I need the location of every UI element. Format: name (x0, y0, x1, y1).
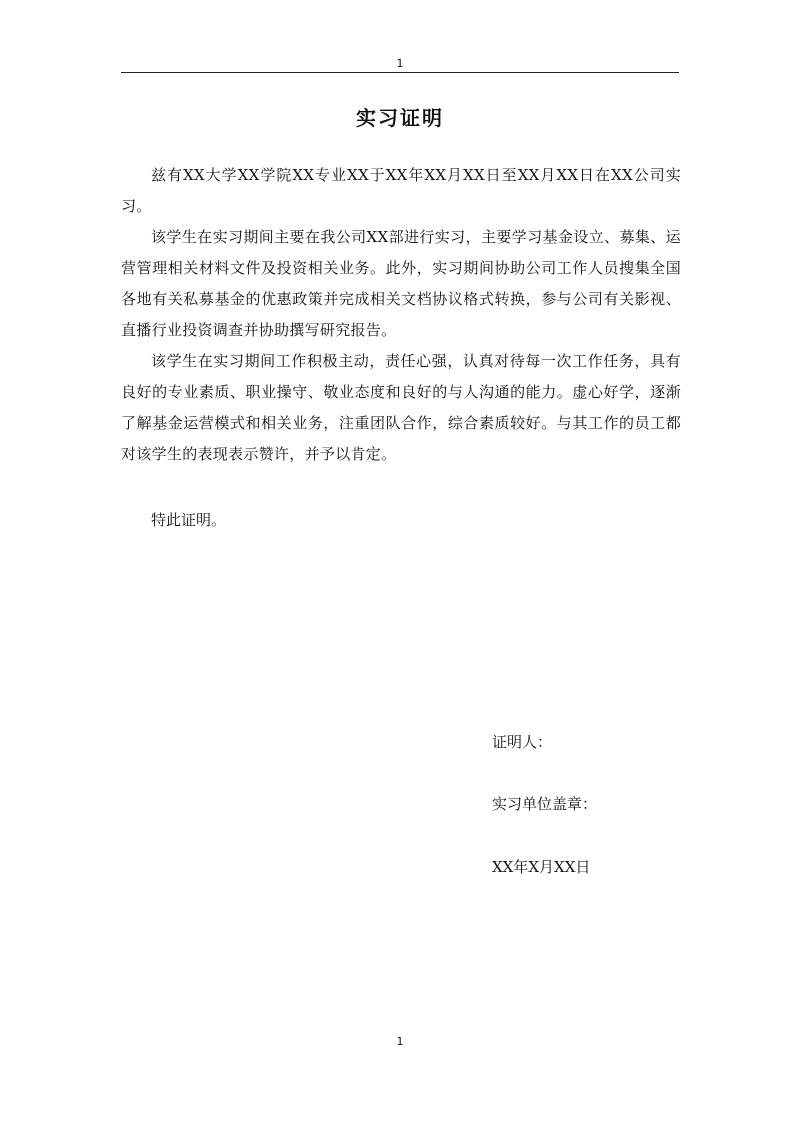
paragraph-duties: 该学生在实习期间主要在我公司XX部进行实习，主要学习基金设立、募集、运营管理相关材料文件及投资相关业务。此外，实习期间协助公司工作人员搜集全国各地有关私募基金的优惠政策并完成相关文档协议格式转换，参与公司有关影视、直播行业投资调查并协助撰写研究报告。 (121, 228, 681, 339)
footer-page-number: 1 (396, 1035, 404, 1048)
document-body (121, 160, 681, 470)
company-seal-label: 实习单位盖章： (492, 795, 598, 813)
signature-date: XX年X月XX日 (492, 858, 591, 876)
header-divider (121, 72, 679, 73)
paragraph-evaluation: 该学生在实习期间工作积极主动，责任心强，认真对待每一次工作任务，具有良好的专业素质、职业操守、敬业态度和良好的与人沟通的能力。虚心好学，逐渐了解基金运营模式和相关业务，注重团队合作，综合素质较好。与其工作的员工都对该学生的表现表示赞许，并予以肯定。 (121, 352, 681, 463)
closing-statement: 特此证明。 (151, 511, 227, 529)
certifier-label: 证明人： (492, 733, 553, 751)
paragraph-intro: 兹有XX大学XX学院XX专业XX于XX年XX月XX日至XX月XX日在XX公司实习。 (121, 166, 681, 215)
header-page-number: 1 (396, 57, 404, 70)
document-title: 实习证明 (356, 106, 444, 130)
